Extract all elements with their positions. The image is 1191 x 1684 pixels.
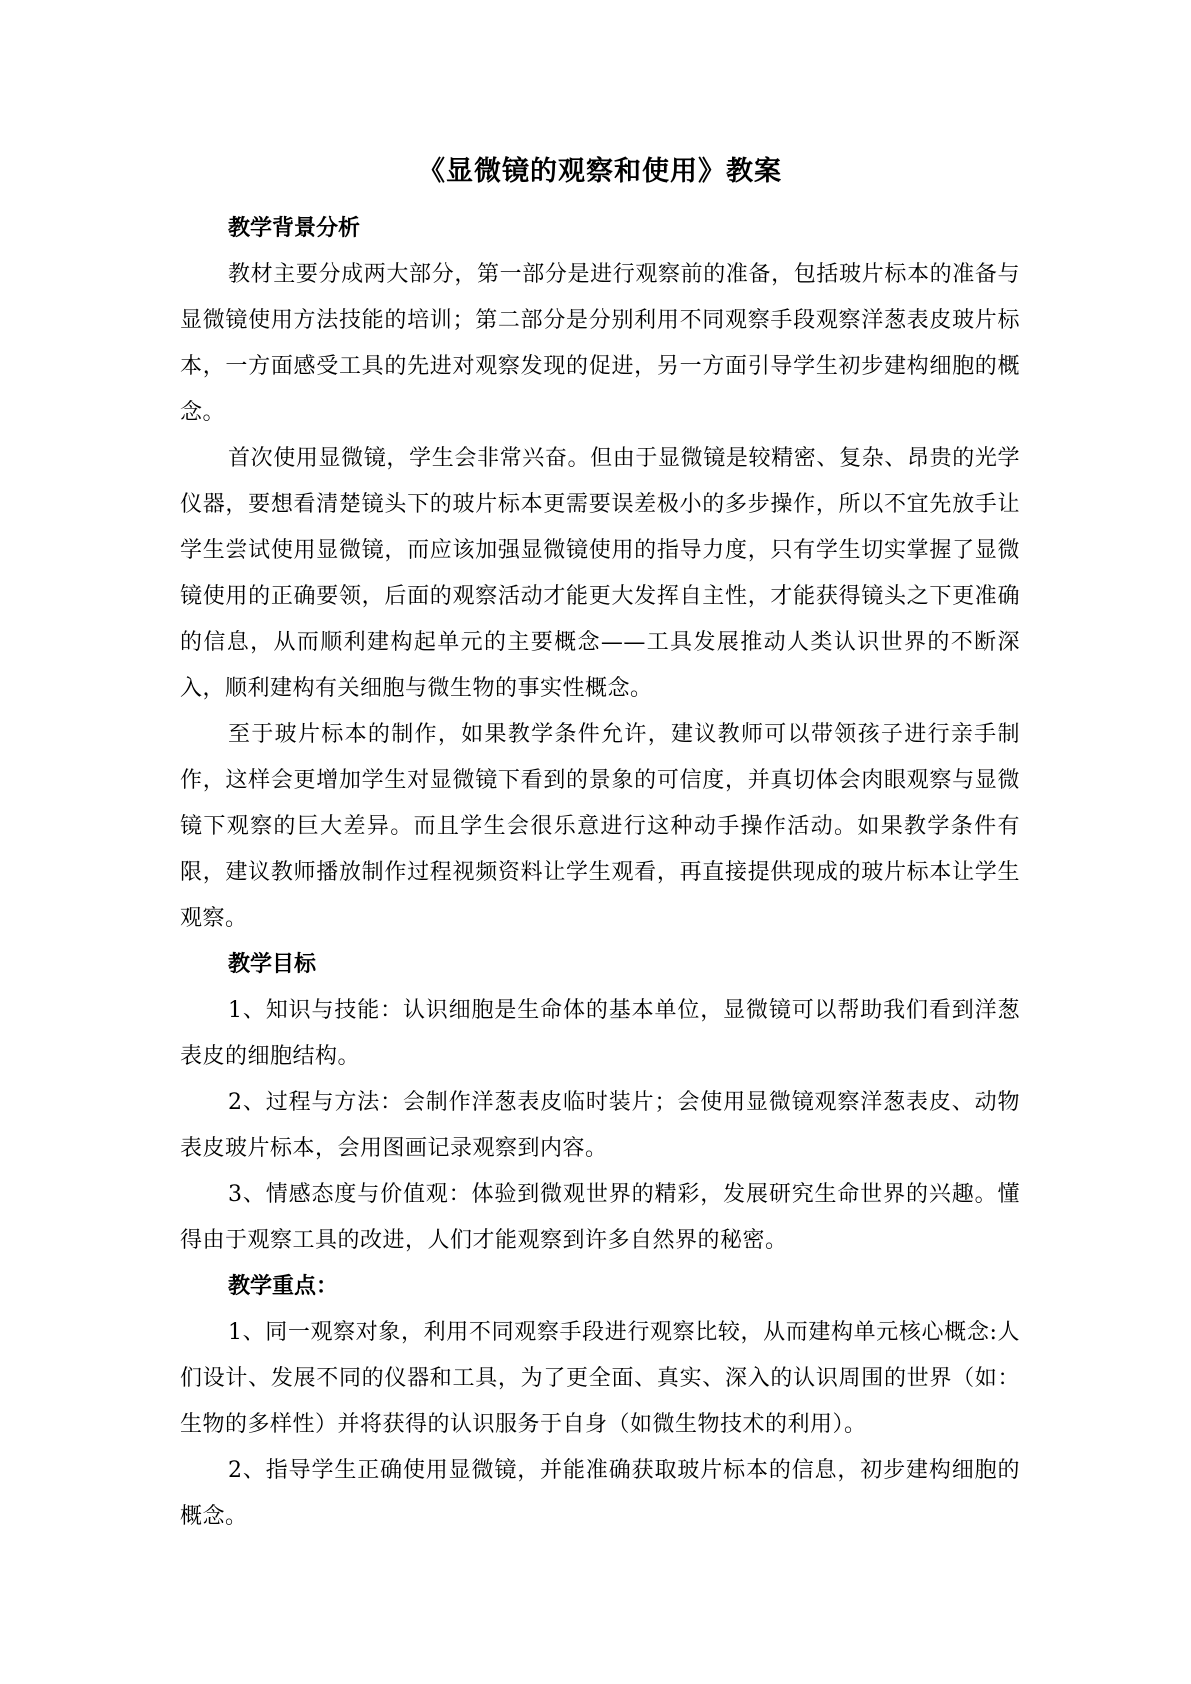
paragraph: 1、同一观察对象，利用不同观察手段进行观察比较，从而建构单元核心概念:人们设计、发展不同的仪器和工具，为了更全面、真实、深入的认识周围的世界（如：生物的多样性）并将获得的认识服务于自身（如微生物技术的利用）。 bbox=[180, 1320, 1020, 1437]
paragraph: 至于玻片标本的制作，如果教学条件允许，建议教师可以带领孩子进行亲手制作，这样会更增加学生对显微镜下看到的景象的可信度，并真切体会肉眼观察与显微镜下观察的巨大差异。而且学生会很乐意进行这种动手操作活动。如果教学条件有限，建议教师播放制作过程视频资料让学生观看，再直接提供现成的玻片标本让学生观察。 bbox=[180, 722, 1020, 931]
section-teaching-focus bbox=[180, 1264, 1020, 1540]
paragraph: 教材主要分成两大部分，第一部分是进行观察前的准备，包括玻片标本的准备与显微镜使用方法技能的培训；第二部分是分别利用不同观察手段观察洋葱表皮玻片标本，一方面感受工具的先进对观察发现的促进，另一方面引导学生初步建构细胞的概念。 bbox=[180, 262, 1020, 425]
section-teaching-objectives bbox=[180, 942, 1020, 1264]
paragraph: 2、指导学生正确使用显微镜，并能准确获取玻片标本的信息，初步建构细胞的概念。 bbox=[180, 1458, 1020, 1529]
paragraph: 3、情感态度与价值观：体验到微观世界的精彩，发展研究生命世界的兴趣。懂得由于观察工具的改进，人们才能观察到许多自然界的秘密。 bbox=[180, 1182, 1020, 1253]
document-page bbox=[180, 150, 1020, 1540]
document-title: 《显微镜的观察和使用》教案 bbox=[418, 156, 782, 187]
section-background-analysis bbox=[180, 206, 1020, 942]
paragraph: 2、过程与方法：会制作洋葱表皮临时装片；会使用显微镜观察洋葱表皮、动物表皮玻片标本，会用图画记录观察到内容。 bbox=[180, 1090, 1020, 1161]
section-heading: 教学目标 bbox=[228, 952, 317, 977]
paragraph: 1、知识与技能：认识细胞是生命体的基本单位，显微镜可以帮助我们看到洋葱表皮的细胞结构。 bbox=[180, 998, 1020, 1069]
section-heading: 教学重点： bbox=[228, 1274, 339, 1299]
paragraph: 首次使用显微镜，学生会非常兴奋。但由于显微镜是较精密、复杂、昂贵的光学仪器，要想看清楚镜头下的玻片标本更需要误差极小的多步操作，所以不宜先放手让学生尝试使用显微镜，而应该加强显微镜使用的指导力度，只有学生切实掌握了显微镜使用的正确要领，后面的观察活动才能更大发挥自主性，才能获得镜头之下更准确的信息，从而顺利建构起单元的主要概念——工具发展推动人类认识世界的不断深入，顺利建构有关细胞与微生物的事实性概念。 bbox=[180, 446, 1020, 701]
section-heading: 教学背景分析 bbox=[228, 216, 361, 241]
